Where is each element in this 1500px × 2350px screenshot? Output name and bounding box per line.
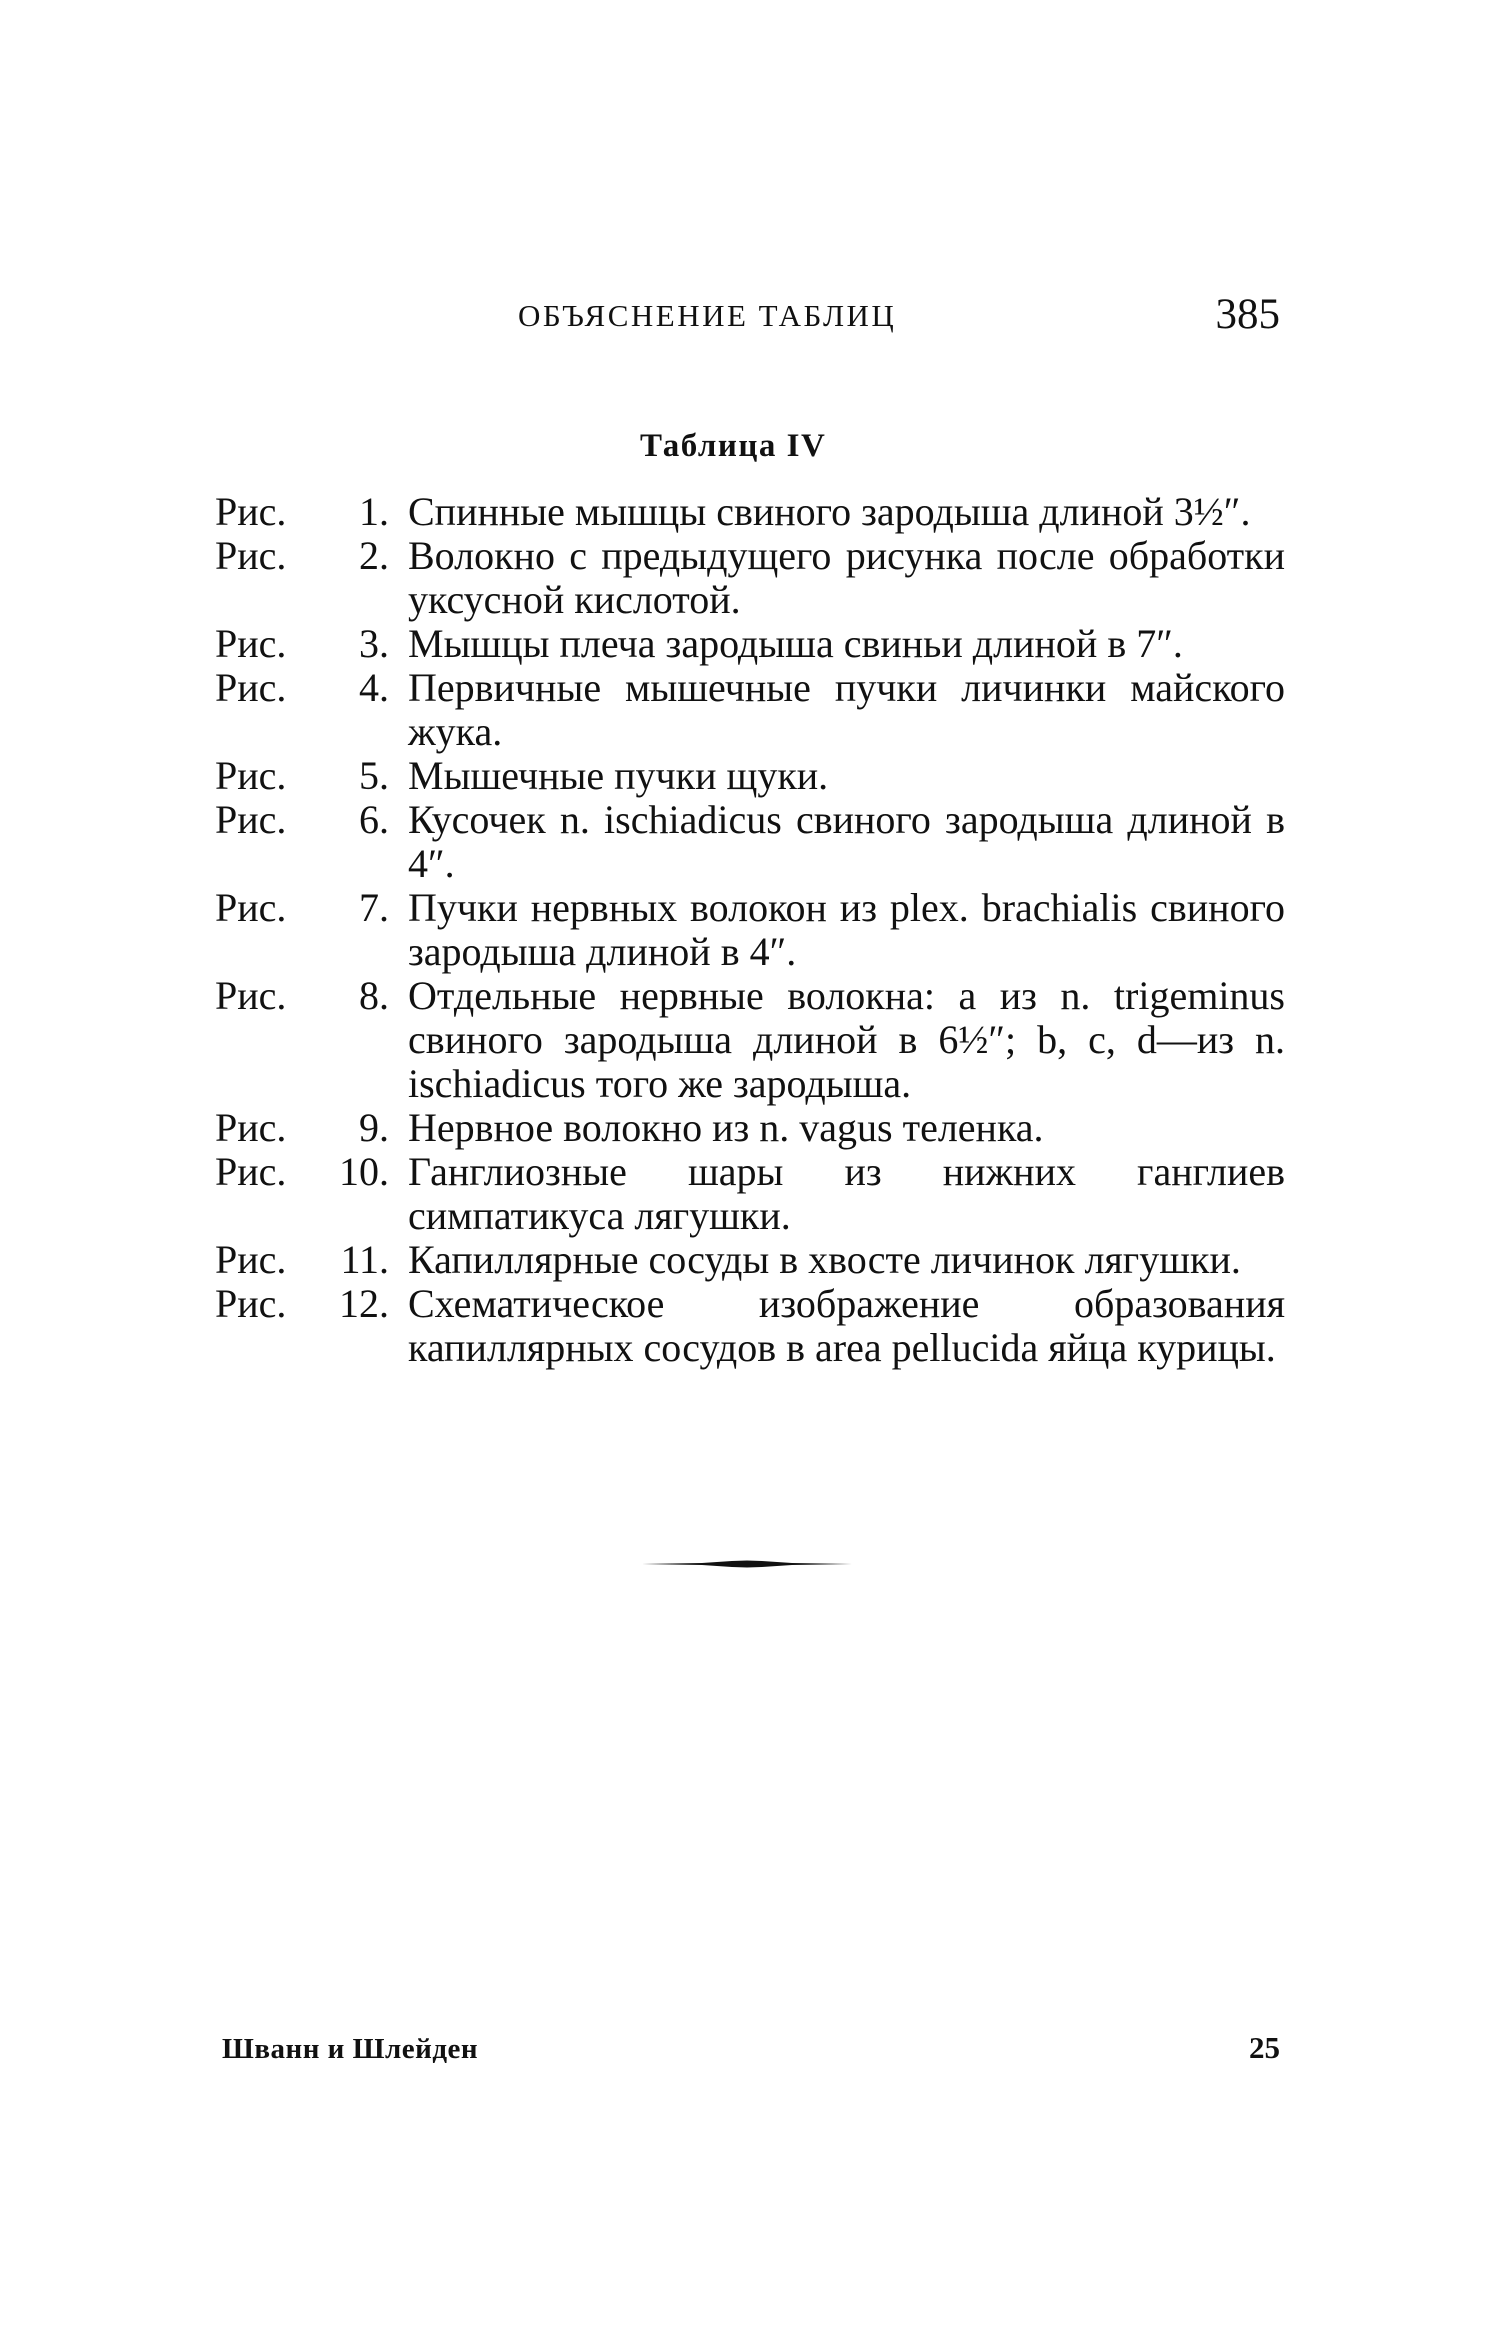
figure-caption: Нервное волокно из n. vagus теленка.	[408, 1105, 1044, 1150]
list-item	[215, 886, 1285, 974]
figure-label: Рис.	[215, 885, 287, 930]
figure-caption: Ганглиозные шары из нижних ганглиев симпатикуса лягушки.	[408, 1149, 1285, 1238]
figure-number: 9.	[359, 1105, 389, 1150]
figure-label: Рис.	[215, 1149, 287, 1194]
page-number: 385	[1215, 291, 1280, 338]
list-item	[215, 974, 1285, 1106]
list-item	[215, 798, 1285, 886]
list-item	[215, 622, 1285, 666]
figure-number: 11.	[340, 1237, 389, 1282]
figure-number: 8.	[359, 973, 389, 1018]
figure-number: 10.	[339, 1149, 389, 1194]
signature-number: 25	[1249, 2030, 1280, 2065]
figure-caption: Первичные мышечные пучки личинки майского жука.	[408, 665, 1285, 754]
signature-mark: Шванн и Шлейден	[222, 2033, 479, 2065]
list-item	[215, 534, 1285, 622]
figure-label: Рис.	[215, 753, 287, 798]
figure-label: Рис.	[215, 1237, 287, 1282]
figure-label: Рис.	[215, 973, 287, 1018]
figure-caption-list	[215, 490, 1285, 1370]
figure-number: 7.	[359, 885, 389, 930]
list-item	[215, 754, 1285, 798]
running-title: ОБЪЯСНЕНИЕ ТАБЛИЦ	[518, 298, 897, 333]
figure-caption: Схематическое изображение образования капиллярных сосудов в area pellucida яйца курицы.	[408, 1281, 1285, 1370]
list-item	[215, 1282, 1285, 1370]
figure-label: Рис.	[215, 533, 287, 578]
list-item	[215, 1106, 1285, 1150]
list-item	[215, 490, 1285, 534]
figure-caption: Кусочек n. ischiadicus свиного зародыша длиной в 4″.	[408, 797, 1285, 886]
figure-number: 1.	[359, 489, 389, 534]
figure-caption: Мышцы плеча зародыша свиньи длиной в 7″.	[408, 621, 1183, 666]
figure-label: Рис.	[215, 1281, 287, 1326]
list-item	[215, 1238, 1285, 1282]
figure-caption: Мышечные пучки щуки.	[408, 753, 829, 798]
figure-label: Рис.	[215, 1105, 287, 1150]
list-item	[215, 1150, 1285, 1238]
figure-caption: Спинные мышцы свиного зародыша длиной 3½″.	[408, 489, 1251, 534]
figure-number: 3.	[359, 621, 389, 666]
figure-caption: Капиллярные сосуды в хвосте личинок лягушки.	[408, 1237, 1241, 1282]
figure-caption: Отдельные нервные волокна: a из n. trigeminus свиного зародыша длиной в 6½″; b, c, d—из n. ischiadicus того же зародыша.	[408, 973, 1285, 1106]
figure-label: Рис.	[215, 797, 287, 842]
figure-number: 12.	[339, 1281, 389, 1326]
figure-label: Рис.	[215, 665, 287, 710]
figure-number: 6.	[359, 797, 389, 842]
figure-label: Рис.	[215, 489, 287, 534]
figure-caption: Пучки нервных волокон из plex. brachialis свиного зародыша длиной в 4″.	[408, 885, 1285, 974]
figure-number: 5.	[359, 753, 389, 798]
table-title: Таблица IV	[640, 428, 827, 464]
list-item	[215, 666, 1285, 754]
figure-number: 4.	[359, 665, 389, 710]
figure-number: 2.	[359, 533, 389, 578]
figure-caption: Волокно с предыдущего рисунка после обработки уксусной кислотой.	[408, 533, 1285, 622]
end-ornament-divider	[642, 1558, 852, 1570]
figure-label: Рис.	[215, 621, 287, 666]
